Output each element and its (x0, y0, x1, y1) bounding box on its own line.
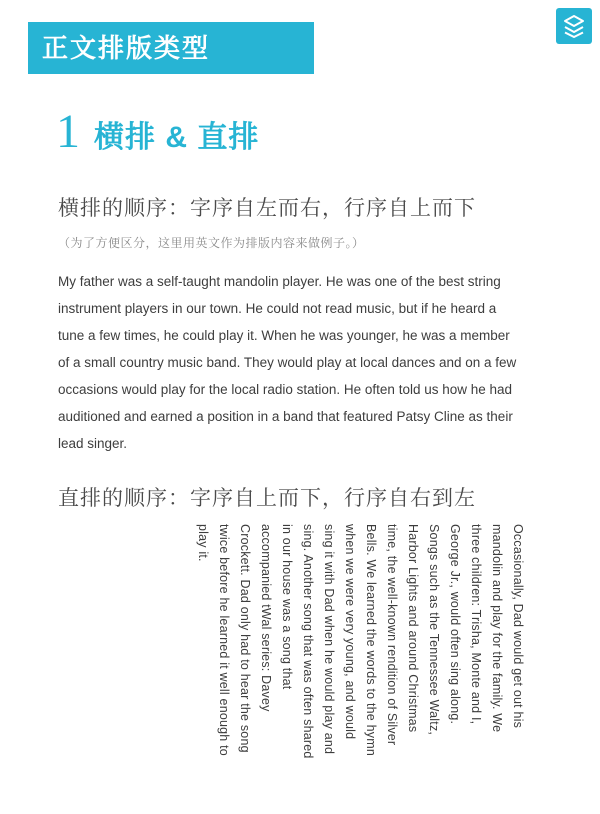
hexagon-layers-icon (556, 8, 592, 44)
section-number: 1 (56, 105, 80, 158)
section-title: 横排 & 直排 (94, 121, 260, 154)
vertical-heading: 直排的顺序：字序自上而下，行序自右到左 (58, 487, 476, 510)
vertical-text-block (58, 524, 528, 774)
page-title: 正文排版类型 (42, 33, 211, 63)
horizontal-paragraph: My father was a self-taught mandolin player. He was one of the best string instrument players in our town. He could not read music, but if he heard a tune a few times, he could play it. When he was younger, he was a member of a small country music band. They would play at local dances and on a few occasions would play for the local radio station. He often told us how he had auditioned and earned a position in a band that featured Patsy Cline as their lead singer. (58, 274, 517, 451)
vertical-paragraph: Occasionally, Dad would get out his mandolin and play for the family. We three children: Trisha, Monte and I, George Jr., would often sing along. Songs such as the Tennessee Waltz, Harbor Lights and around Christmas time, the well-known rendition of Silver Bells. We learned the words to the hymn when we were very young, and would sing it with Dad when he would play and sing. Another song that was often shared in our house was a song that accompanied tWal series: Davey Crockett. Dad only had to hear the song twice before he learned it well enough to play it. (196, 524, 525, 759)
footer-spacer (0, 784, 600, 814)
horizontal-note: （为了方便区分，这里用英文作为排版内容来做例子。） (58, 236, 365, 250)
horizontal-heading: 横排的顺序：字序自左而右，行序自上而下 (58, 197, 476, 220)
header-banner (28, 22, 314, 74)
section-heading (56, 105, 260, 158)
